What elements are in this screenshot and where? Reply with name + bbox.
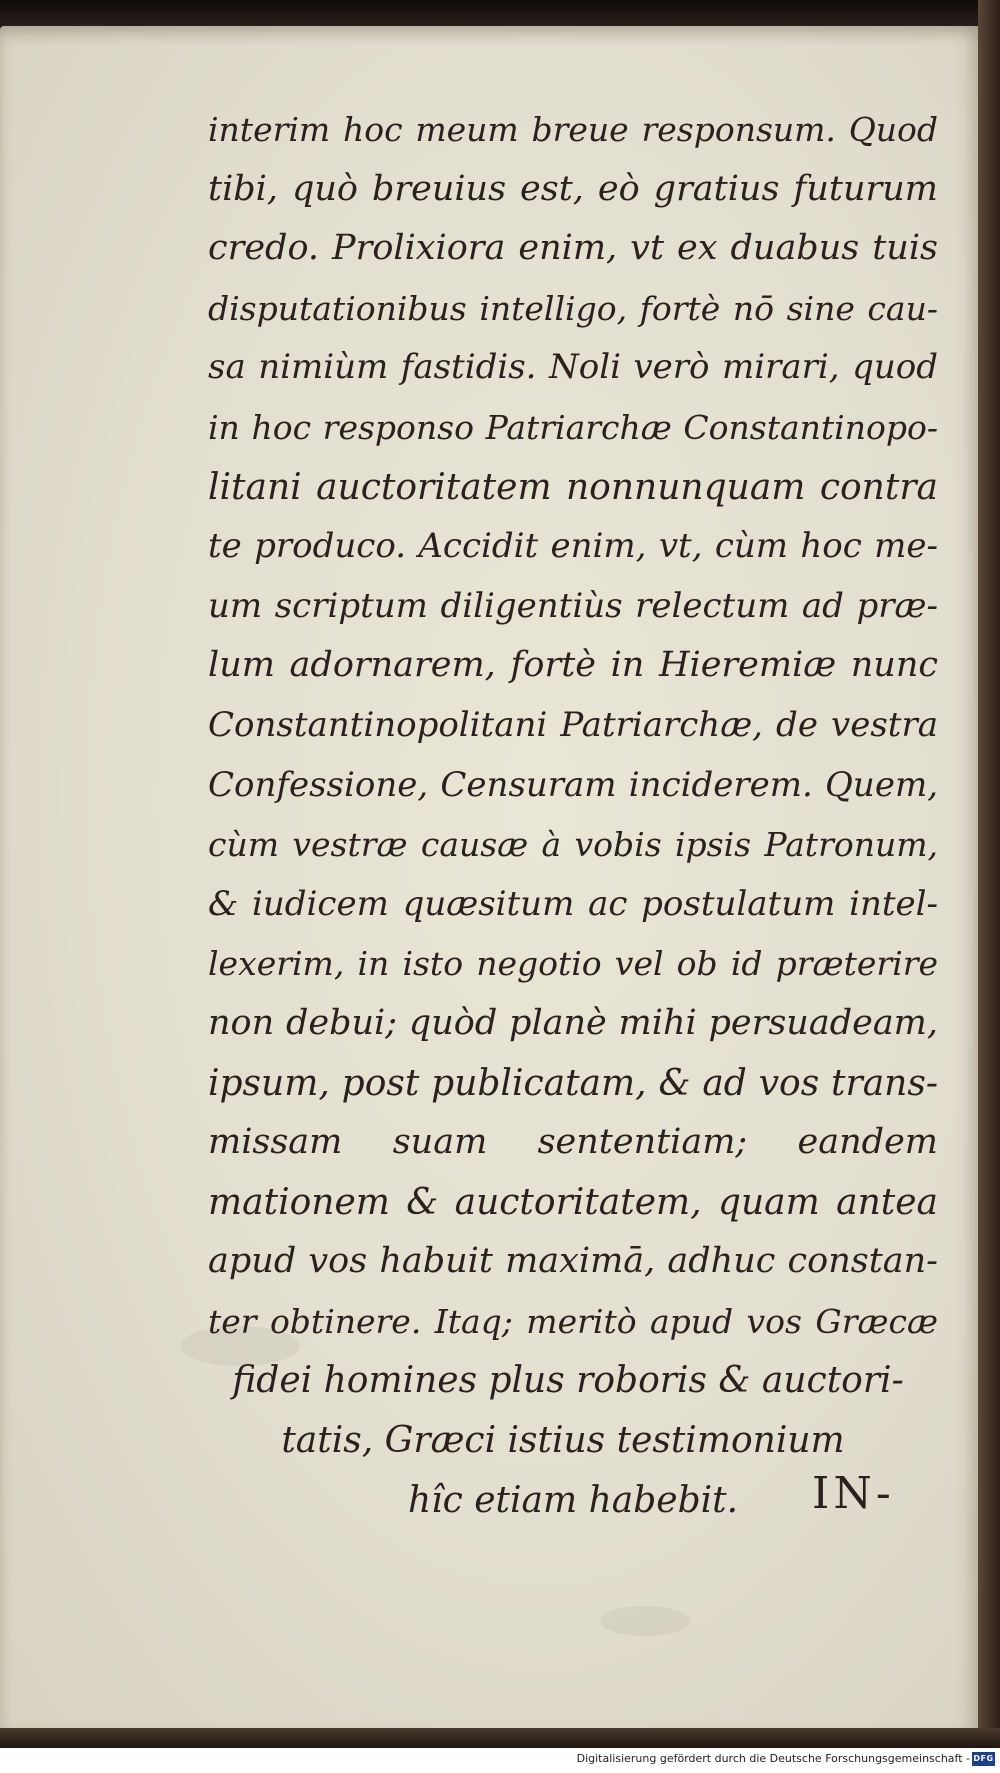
text-line: in hoc responso Patriarchæ Constantinopo-: [208, 407, 938, 447]
text-line: missam suam sententiam; eandem: [208, 1122, 938, 1163]
text-line: Constantinopolitani Patriarchæ, de vestra: [208, 704, 938, 745]
book-bottom-edge: [0, 1728, 1000, 1748]
digitization-credit: Digitalisierung gefördert durch die Deutsche Forschungsgemeinschaft -: [576, 1752, 970, 1765]
text-line: disputationibus intelligo, fortè nō sine cau-: [208, 288, 938, 328]
text-line: ipsum, post publicatam, & ad vos trans-: [208, 1062, 938, 1104]
text-line: tibi, quò breuius est, eò gratius futurum: [208, 168, 938, 209]
text-line: um scriptum diligentiùs relectum ad præ-: [208, 585, 938, 626]
text-line: ter obtinere. Itaq; meritò apud vos Græcæ: [208, 1301, 938, 1341]
text-line: apud vos habuit maximā, adhuc constan-: [208, 1241, 938, 1282]
text-line: litani auctoritatem nonnunquam contra: [208, 466, 938, 508]
text-line: & iudicem quæsitum ac postulatum intel-: [208, 883, 938, 924]
book-top-edge: [0, 0, 1000, 28]
text-line: tatis, Græci istius testimonium: [281, 1420, 845, 1462]
text-line: mationem & auctoritatem, quam antea: [208, 1181, 938, 1223]
dfg-logo-icon: DFG: [972, 1752, 995, 1766]
text-line: credo. Prolixiora enim, vt ex duabus tuis: [208, 228, 938, 269]
catchword: IN-: [812, 1468, 895, 1519]
text-line: cùm vestræ causæ à vobis ipsis Patronum,: [208, 825, 938, 865]
text-line: sa nimiùm fastidis. Noli verò mirari, quod: [208, 347, 938, 388]
text-line: te produco. Accidit enim, vt, cùm hoc me-: [208, 526, 938, 567]
text-line: fidei homines plus roboris & auctori-: [232, 1360, 904, 1402]
text-line: hîc etiam habebit.: [407, 1479, 739, 1521]
text-line: non debui; quòd planè mihi persuadeam,: [208, 1002, 938, 1043]
text-line: lum adornarem, fortè in Hieremiæ nunc: [208, 645, 938, 686]
paper-stain: [600, 1606, 690, 1636]
text-line: interim hoc meum breue responsum. Quod: [208, 110, 938, 149]
text-line: Confessione, Censuram inciderem. Quem,: [208, 764, 938, 805]
text-line: lexerim, in isto negotio vel ob id præterire: [208, 944, 938, 984]
body-text: [208, 100, 938, 1530]
book-fore-edge: [978, 0, 1000, 1773]
